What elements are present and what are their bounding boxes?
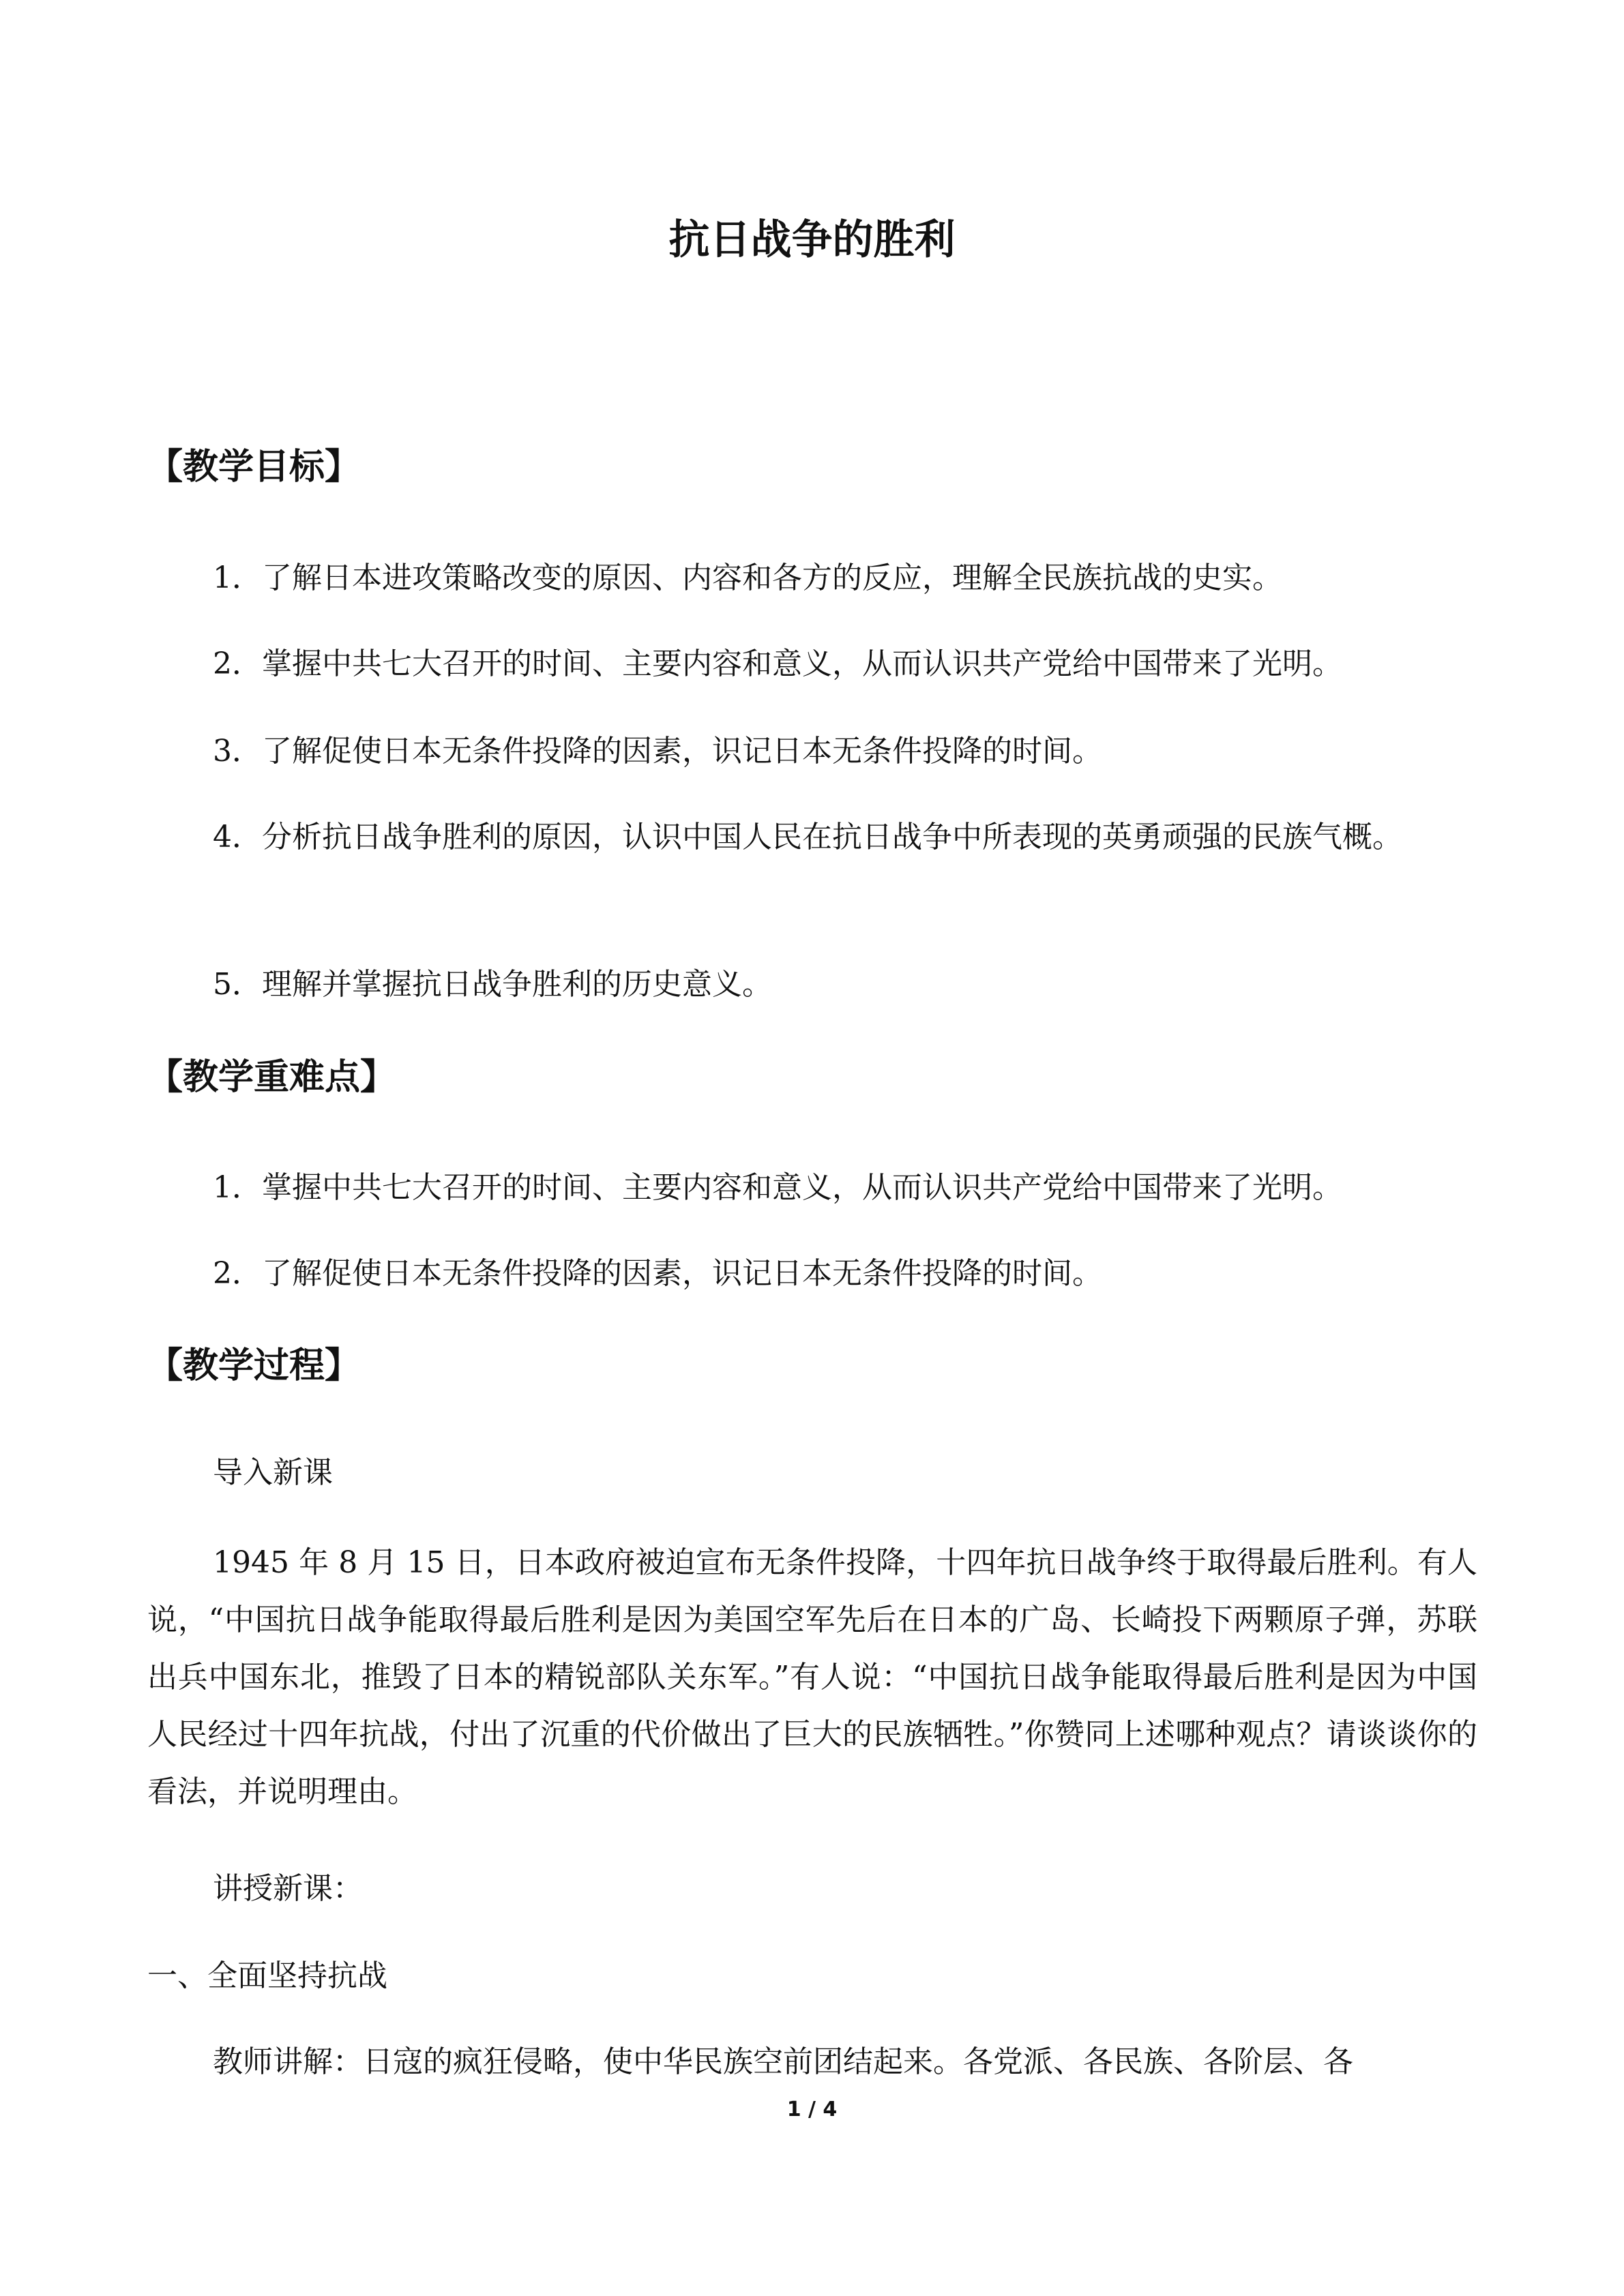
process-heading: 【教学过程】 — [147, 1345, 361, 1386]
key-point-item-1: 1．掌握中共七大召开的时间、主要内容和意义，从而认识共产党给中国带来了光明。 — [213, 1170, 1342, 1205]
intro-paragraph: 1945 年 8 月 15 日，日本政府被迫宣布无条件投降，十四年抗日战争终于取得最后胜利。有人说，“中国抗日战争能取得最后胜利是因为美国空军先后在日本的广岛、长崎投下两颗原子弹，苏联出兵中国东北，推毁了日本的精锐部队关东军。”有人说：“中国抗日战争能取得最后胜利是因为中国人民经过十四年抗战，付出了沉重的代价做出了巨大的民族牺牲。”你赞同上述哪种观点？请谈谈你的看法，并说明理由。 — [147, 1545, 1477, 1809]
objective-item-3: 3．了解促使日本无条件投降的因素，识记日本无条件投降的时间。 — [213, 734, 1102, 769]
intro-label: 导入新课 — [213, 1455, 333, 1490]
objective-item-1: 1．了解日本进攻策略改变的原因、内容和各方的反应，理解全民族抗战的史实。 — [213, 561, 1282, 595]
page-number: 1 / 4 — [786, 2098, 838, 2121]
lecture-label: 讲授新课： — [213, 1871, 363, 1906]
objective-item-4: 4．分析抗日战争胜利的原因，认识中国人民在抗日战争中所表现的英勇顽强的民族气概。 — [213, 820, 1402, 854]
key-points-heading: 【教学重难点】 — [147, 1057, 396, 1098]
key-point-item-2: 2．了解促使日本无条件投降的因素，识记日本无条件投降的时间。 — [213, 1256, 1102, 1291]
teacher-explanation: 教师讲解：日寇的疯狂侵略，使中华民族空前团结起来。各党派、各民族、各阶层、各 — [213, 2044, 1353, 2079]
page-title: 抗日战争的胜利 — [668, 216, 956, 264]
objectives-heading: 【教学目标】 — [147, 447, 361, 488]
objective-item-2: 2．掌握中共七大召开的时间、主要内容和意义，从而认识共产党给中国带来了光明。 — [213, 646, 1342, 681]
subsection-title: 一、全面坚持抗战 — [147, 1958, 387, 1993]
objective-item-5: 5．理解并掌握抗日战争胜利的历史意义。 — [213, 967, 772, 1002]
